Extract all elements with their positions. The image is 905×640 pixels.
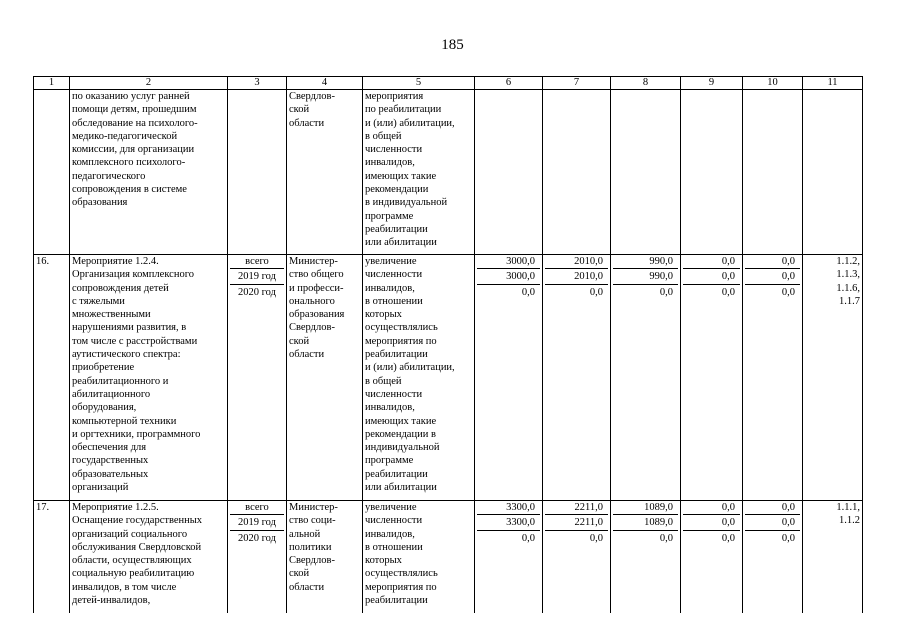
text-line: численности — [365, 388, 423, 400]
text-line: медико-педагогической — [72, 130, 178, 142]
value-cell — [743, 255, 803, 501]
amount-value: 0,0 — [721, 286, 735, 298]
row-number-cell: 16. — [34, 255, 70, 501]
row-number-cell — [34, 90, 70, 255]
text-line: обеспечения для — [72, 442, 147, 454]
text-line: образовательных — [72, 468, 149, 480]
text-line: организаций социального — [72, 528, 188, 540]
year-label: 2020 год — [238, 286, 276, 298]
text-line: политики — [289, 541, 332, 553]
text-line: государственных — [72, 455, 149, 467]
text-line: 1.1.2 — [839, 515, 860, 527]
text-line: инвалидов, — [365, 402, 415, 414]
value-cell — [611, 501, 681, 613]
text-line: инвалидов, — [365, 528, 415, 540]
value-cell — [681, 255, 743, 501]
amount-value: 0,0 — [683, 270, 740, 284]
value-cell — [475, 501, 543, 613]
target-indicator-cell — [363, 90, 475, 255]
text-line: социальную реабилитацию — [72, 568, 195, 580]
amount-value: 1089,0 — [613, 516, 678, 530]
text-line: области, осуществляющих — [72, 555, 192, 567]
amount-value: 0,0 — [745, 270, 800, 284]
value-cell — [475, 90, 543, 255]
amount-value: 990,0 — [613, 270, 678, 284]
text-line: аутистического спектра: — [72, 349, 181, 361]
text-line: сопровождения в системе — [72, 184, 187, 196]
text-line: Оснащение государственных — [72, 515, 203, 527]
text-line: 1.1.7 — [839, 295, 860, 307]
target-indicator-cell — [363, 255, 475, 501]
text-line: обслуживания Свердловской — [72, 541, 202, 553]
amount-value: 0,0 — [745, 516, 800, 530]
amount-value: 0,0 — [589, 532, 603, 544]
amount-value: 0,0 — [781, 532, 795, 544]
text-line: и професси- — [289, 282, 344, 294]
amount-value: 2211,0 — [545, 516, 608, 530]
amount-value: 0,0 — [683, 516, 740, 530]
text-line: и оргтехники, программного — [72, 428, 201, 440]
value-cell — [543, 90, 611, 255]
amount-value: 0,0 — [745, 255, 800, 269]
text-line: рекомендации в — [365, 428, 436, 440]
text-line: Организация комплексного — [72, 269, 194, 281]
text-line: обследование на психолого- — [72, 117, 198, 129]
header-cell: 4 — [287, 77, 363, 90]
text-line: в общей — [365, 375, 402, 387]
header-cell: 10 — [743, 77, 803, 90]
executor-cell — [287, 90, 363, 255]
text-line: индивидуальной — [365, 442, 440, 454]
table-row-continuation — [34, 90, 863, 255]
header-cell: 5 — [363, 77, 475, 90]
measure-cell — [70, 501, 228, 613]
value-cell — [743, 501, 803, 613]
text-line: компьютерной техники — [72, 415, 177, 427]
text-line: численности — [365, 515, 423, 527]
text-line: имеющих такие — [365, 415, 437, 427]
header-cell: 3 — [228, 77, 287, 90]
text-line: комплексного психолого- — [72, 157, 186, 169]
amount-value: 1089,0 — [613, 501, 678, 515]
text-line: инвалидов, — [365, 282, 415, 294]
text-line: ской — [289, 104, 310, 116]
years-cell — [228, 255, 287, 501]
text-line: детей-инвалидов, — [72, 595, 151, 607]
text-line: области — [289, 349, 325, 361]
value-cell — [681, 90, 743, 255]
codes-cell — [803, 90, 863, 255]
amount-value: 0,0 — [521, 286, 535, 298]
executor-cell — [287, 501, 363, 613]
text-line: мероприятия — [365, 91, 424, 102]
text-line: комиссии, для организации — [72, 144, 195, 156]
years-cell — [228, 90, 287, 255]
text-line: Свердлов- — [289, 555, 335, 567]
text-line: приобретение — [72, 362, 135, 374]
year-label: 2020 год — [238, 532, 276, 544]
amount-value: 0,0 — [745, 501, 800, 515]
value-cell — [475, 255, 543, 501]
text-line: осуществлялись — [365, 322, 438, 334]
text-line: инвалидов, в том числе — [72, 581, 177, 593]
measure-cell — [70, 90, 228, 255]
text-line: 1.1.3, — [836, 269, 860, 281]
value-cell — [543, 501, 611, 613]
text-line: реабилитации — [365, 468, 428, 480]
header-cell: 1 — [34, 77, 70, 90]
amount-value: 2010,0 — [545, 255, 608, 269]
amount-value: 0,0 — [589, 286, 603, 298]
text-line: реабилитации — [365, 349, 428, 361]
amount-value: 2211,0 — [545, 501, 608, 515]
text-line: увеличение — [365, 256, 417, 267]
amount-value: 3300,0 — [477, 501, 540, 515]
header-cell: 8 — [611, 77, 681, 90]
text-line: области — [289, 581, 325, 593]
text-line: реабилитации — [365, 595, 428, 607]
text-line: численности — [365, 144, 423, 156]
header-cell: 9 — [681, 77, 743, 90]
year-label: всего — [230, 255, 284, 269]
text-line: увеличение — [365, 502, 417, 513]
amount-value: 0,0 — [659, 532, 673, 544]
program-table — [33, 76, 863, 613]
text-line: или абилитации — [365, 237, 437, 249]
text-line: в индивидуальной — [365, 197, 448, 209]
text-line: инвалидов, — [365, 157, 415, 169]
amount-value: 0,0 — [521, 532, 535, 544]
header-cell: 2 — [70, 77, 228, 90]
text-line: ство соци- — [289, 515, 336, 527]
text-line: или абилитации — [365, 482, 437, 494]
amount-value: 0,0 — [721, 532, 735, 544]
measure-cell — [70, 255, 228, 501]
text-line: образования — [72, 197, 128, 209]
text-line: ство общего — [289, 269, 344, 281]
text-line: организаций — [72, 482, 129, 494]
text-line: осуществлялись — [365, 568, 438, 580]
amount-value: 0,0 — [781, 286, 795, 298]
header-cell: 11 — [803, 77, 863, 90]
text-line: множественными — [72, 309, 151, 321]
text-line: реабилитационного и — [72, 375, 169, 387]
text-line: и (или) абилитации, — [365, 362, 455, 374]
text-line: ской — [289, 335, 310, 347]
text-line: 1.1.1, — [836, 502, 860, 513]
text-line: рекомендации — [365, 184, 429, 196]
text-line: абилитационного — [72, 388, 151, 400]
text-line: и (или) абилитации, — [365, 117, 455, 129]
amount-value: 3000,0 — [477, 255, 540, 269]
text-line: сопровождения детей — [72, 282, 169, 294]
text-line: Министер- — [289, 502, 338, 513]
text-line: Свердлов- — [289, 91, 335, 102]
amount-value: 0,0 — [683, 255, 740, 269]
header-cell: 6 — [475, 77, 543, 90]
text-line: численности — [365, 269, 423, 281]
codes-cell — [803, 501, 863, 613]
amount-value: 990,0 — [613, 255, 678, 269]
text-line: альной — [289, 528, 321, 540]
value-cell — [743, 90, 803, 255]
amount-value: 2010,0 — [545, 270, 608, 284]
text-line: в отношении — [365, 295, 423, 307]
text-line: мероприятия по — [365, 335, 437, 347]
text-line: онального — [289, 295, 335, 307]
executor-cell — [287, 255, 363, 501]
amount-value: 3300,0 — [477, 516, 540, 530]
text-line: Министер- — [289, 256, 338, 267]
year-label: 2019 год — [230, 516, 284, 530]
text-line: имеющих такие — [365, 170, 437, 182]
codes-cell — [803, 255, 863, 501]
text-line: реабилитации — [365, 223, 428, 235]
year-label: 2019 год — [230, 270, 284, 284]
value-cell — [611, 255, 681, 501]
text-line: 1.1.6, — [836, 282, 860, 294]
page-number: 185 — [441, 37, 464, 53]
years-cell — [228, 501, 287, 613]
text-line: в общей — [365, 130, 402, 142]
amount-value: 0,0 — [683, 501, 740, 515]
text-line: мероприятия по — [365, 581, 437, 593]
value-cell — [543, 255, 611, 501]
text-line: которых — [365, 555, 402, 567]
row-number-cell: 17. — [34, 501, 70, 613]
text-line: программе — [365, 210, 414, 222]
text-line: помощи детям, прошедшим — [72, 104, 197, 116]
amount-value: 3000,0 — [477, 270, 540, 284]
year-label: всего — [230, 501, 284, 515]
text-line: с тяжелыми — [72, 295, 125, 307]
text-line: которых — [365, 309, 402, 321]
header-cell: 7 — [543, 77, 611, 90]
text-line: Мероприятие 1.2.4. — [72, 256, 159, 267]
text-line: Свердлов- — [289, 322, 335, 334]
text-line: том числе с расстройствами — [72, 335, 198, 347]
text-line: по оказанию услуг ранней — [72, 91, 190, 102]
text-line: нарушениями развития, в — [72, 322, 187, 334]
table-row — [34, 255, 863, 501]
text-line: ской — [289, 568, 310, 580]
table-row — [34, 501, 863, 613]
text-line: области — [289, 117, 325, 129]
text-line: программе — [365, 455, 414, 467]
text-line: Мероприятие 1.2.5. — [72, 502, 159, 513]
text-line: 1.1.2, — [836, 256, 860, 267]
text-line: по реабилитации — [365, 104, 442, 116]
text-line: оборудования, — [72, 402, 137, 414]
text-line: образования — [289, 309, 345, 321]
text-line: педагогического — [72, 170, 146, 182]
header-row — [34, 77, 863, 90]
amount-value: 0,0 — [659, 286, 673, 298]
value-cell — [681, 501, 743, 613]
target-indicator-cell — [363, 501, 475, 613]
text-line: в отношении — [365, 541, 423, 553]
value-cell — [611, 90, 681, 255]
